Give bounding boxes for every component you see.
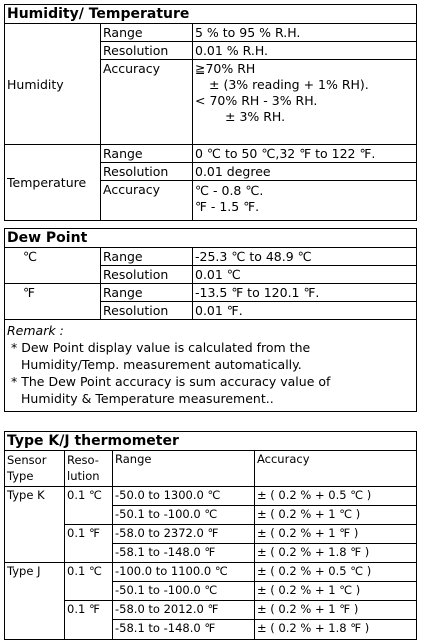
humidity-range-label: Range [101, 24, 193, 42]
temperature-accuracy-value [193, 181, 416, 220]
section-title: Humidity/ Temperature [5, 5, 416, 24]
dew-fahrenheit-resolution-value: 0.01 ℉. [193, 302, 416, 320]
humidity-accuracy-line: ≧70% RH [195, 61, 256, 76]
range-cell: -58.0 to 2372.0 ℉ [113, 525, 255, 544]
fahrenheit-unit-label: ℉ [5, 284, 101, 320]
humidity-accuracy-line: ± (3% reading + 1% RH). [209, 77, 369, 92]
accuracy-cell: ± ( 0.2 % + 1 ℉ ) [255, 601, 416, 620]
dew-fahrenheit-range-label: Range [101, 284, 193, 302]
dew-point-table [4, 228, 417, 412]
range-cell: -58.1 to -148.0 ℉ [113, 620, 255, 639]
humidity-resolution-label: Resolution [101, 42, 193, 60]
accuracy-cell: ± ( 0.2 % + 1.8 ℉ ) [255, 544, 416, 563]
temperature-label: Temperature [5, 145, 101, 220]
sensor-type-header: Sensor Type [5, 451, 65, 487]
remark-line: Humidity & Temperature measurement.. [21, 391, 274, 406]
resolution-cell: 0.1 ℉ [65, 601, 113, 639]
accuracy-cell: ± ( 0.2 % + 1 ℃ ) [255, 582, 416, 601]
range-header: Range [113, 451, 255, 487]
humidity-accuracy-line: < 70% RH - 3% RH. [195, 93, 318, 108]
humidity-range-value: 5 % to 95 % R.H. [193, 24, 416, 42]
humidity-temperature-table [4, 4, 417, 221]
dew-celsius-range-label: Range [101, 248, 193, 266]
remark-line: * The Dew Point accuracy is sum accuracy value of [11, 374, 331, 389]
accuracy-header: Accuracy [255, 451, 416, 487]
range-cell: -50.1 to -100.0 ℃ [113, 506, 255, 525]
section-title: Type K/J thermometer [5, 432, 416, 451]
accuracy-cell: ± ( 0.2 % + 0.5 ℃ ) [255, 487, 416, 506]
range-cell: -50.1 to -100.0 ℃ [113, 582, 255, 601]
temperature-range-label: Range [101, 145, 193, 163]
resolution-cell: 0.1 ℃ [65, 487, 113, 525]
dew-celsius-resolution-value: 0.01 ℃ [193, 266, 416, 284]
accuracy-cell: ± ( 0.2 % + 1 ℉ ) [255, 525, 416, 544]
type-k-label: Type K [5, 487, 65, 563]
thermometer-table [4, 431, 417, 640]
temperature-accuracy-line: ℉ - 1.5 ℉. [195, 199, 260, 214]
temperature-resolution-value: 0.01 degree [193, 163, 416, 181]
dew-fahrenheit-range-value: -13.5 ℉ to 120.1 ℉. [193, 284, 416, 302]
celsius-unit-label: ℃ [5, 248, 101, 284]
resolution-cell: 0.1 ℉ [65, 525, 113, 563]
humidity-label: Humidity [5, 24, 101, 145]
section-title: Dew Point [5, 229, 416, 248]
range-cell: -58.0 to 2012.0 ℉ [113, 601, 255, 620]
remark-line: * Dew Point display value is calculated from the [11, 340, 311, 355]
humidity-accuracy-line: ± 3% RH. [225, 109, 286, 124]
accuracy-cell: ± ( 0.2 % + 1.8 ℉ ) [257, 621, 370, 635]
humidity-resolution-value: 0.01 % R.H. [193, 42, 416, 60]
range-cell: -50.0 to 1300.0 ℃ [113, 487, 255, 506]
temperature-range-value: 0 ℃ to 50 ℃,32 ℉ to 122 ℉. [193, 145, 416, 163]
dew-celsius-range-value: -25.3 ℃ to 48.9 ℃ [193, 248, 416, 266]
dew-celsius-resolution-label: Resolution [101, 266, 193, 284]
range-cell: -100.0 to 1100.0 ℃ [113, 563, 255, 582]
temperature-resolution-label: Resolution [101, 163, 193, 181]
accuracy-cell: ± ( 0.2 % + 1 ℃ ) [255, 506, 416, 525]
range-cell: -58.1 to -148.0 ℉ [113, 544, 255, 563]
dew-fahrenheit-resolution-label: Resolution [101, 302, 193, 320]
resolution-cell: 0.1 ℃ [65, 563, 113, 601]
type-j-label: Type J [5, 563, 65, 639]
accuracy-cell: ± ( 0.2 % + 0.5 ℃ ) [255, 563, 416, 582]
resolution-header: Reso-lution [65, 451, 113, 487]
temperature-accuracy-line: ℃ - 0.8 ℃. [195, 183, 264, 198]
remark-section [5, 320, 416, 411]
remark-heading: Remark : [7, 323, 64, 338]
humidity-accuracy-value [193, 60, 416, 145]
temperature-accuracy-label: Accuracy [101, 181, 193, 220]
remark-line: Humidity/Temp. measurement automatically. [21, 357, 302, 372]
humidity-accuracy-label: Accuracy [101, 60, 193, 145]
